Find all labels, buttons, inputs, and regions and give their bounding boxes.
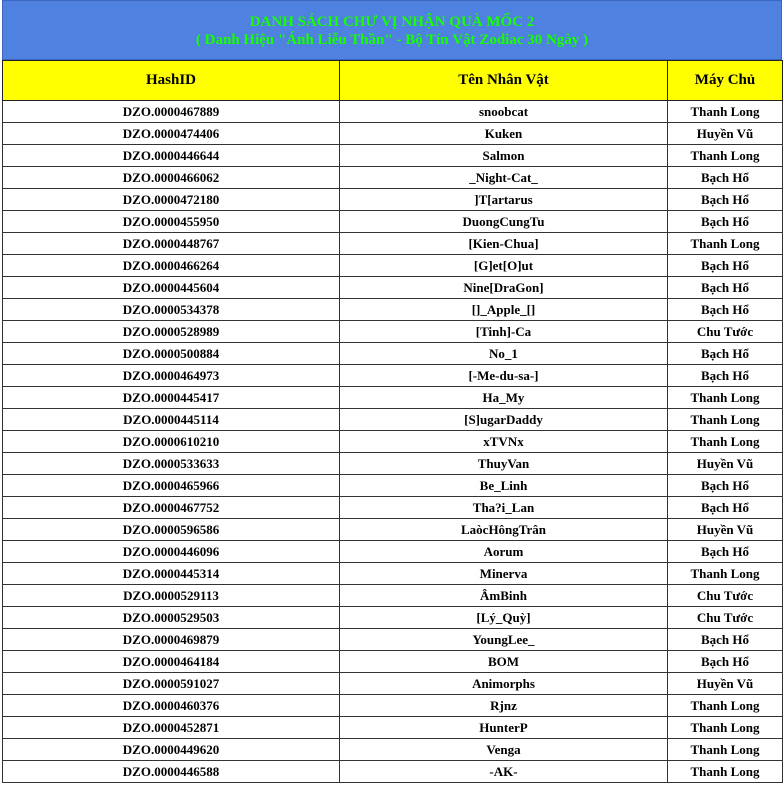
hashid-cell: DZO.0000445417 [3,387,340,409]
character-name-cell: _Night-Cat_ [340,167,668,189]
character-name-cell: ThuyVan [340,453,668,475]
header-character-name: Tên Nhân Vật [340,61,668,101]
table-row [3,409,783,431]
header-server: Máy Chủ [668,61,783,101]
server-cell: Bạch Hổ [668,629,783,651]
hashid-cell: DZO.0000469879 [3,629,340,651]
hashid-cell: DZO.0000464973 [3,365,340,387]
hashid-cell: DZO.0000472180 [3,189,340,211]
character-name-cell: Kuken [340,123,668,145]
recipients-table [2,60,783,783]
header-hashid: HashID [3,61,340,101]
hashid-cell: DZO.0000467889 [3,101,340,123]
server-cell: Huyền Vũ [668,123,783,145]
table-row [3,343,783,365]
hashid-cell: DZO.0000596586 [3,519,340,541]
server-cell: Huyền Vũ [668,453,783,475]
character-name-cell: Animorphs [340,673,668,695]
character-name-cell: YoungLee_ [340,629,668,651]
title-line-2: ( Danh Hiệu "Ánh Liễu Thần" - Bộ Tín Vật Zodiac 30 Ngày ) [195,32,589,48]
hashid-cell: DZO.0000474406 [3,123,340,145]
hashid-cell: DZO.0000445314 [3,563,340,585]
server-cell: Thanh Long [668,101,783,123]
character-name-cell: Aorum [340,541,668,563]
server-cell: Bạch Hổ [668,255,783,277]
header-row [3,61,783,101]
server-cell: Thanh Long [668,387,783,409]
hashid-cell: DZO.0000500884 [3,343,340,365]
hashid-cell: DZO.0000448767 [3,233,340,255]
hashid-cell: DZO.0000452871 [3,717,340,739]
server-cell: Bạch Hổ [668,475,783,497]
character-name-cell: []_Apple_[] [340,299,668,321]
server-cell: Thanh Long [668,409,783,431]
hashid-cell: DZO.0000466264 [3,255,340,277]
table-row [3,629,783,651]
character-name-cell: Rjnz [340,695,668,717]
hashid-cell: DZO.0000466062 [3,167,340,189]
table-row [3,453,783,475]
title-line-1: DANH SÁCH CHƯ VỊ NHẬN QUÀ MỐC 2 [249,14,535,30]
table-row [3,717,783,739]
character-name-cell: Minerva [340,563,668,585]
server-cell: Bạch Hổ [668,365,783,387]
server-cell: Thanh Long [668,145,783,167]
character-name-cell: [Lý_Quỳ] [340,607,668,629]
server-cell: Bạch Hổ [668,343,783,365]
table-row [3,739,783,761]
character-name-cell: ]T[artarus [340,189,668,211]
character-name-cell: No_1 [340,343,668,365]
hashid-cell: DZO.0000534378 [3,299,340,321]
character-name-cell: Nine[DraGon] [340,277,668,299]
table-row [3,695,783,717]
table-row [3,541,783,563]
character-name-cell: Tha?i_Lan [340,497,668,519]
hashid-cell: DZO.0000465966 [3,475,340,497]
table-row [3,387,783,409]
character-name-cell: DuongCungTu [340,211,668,233]
character-name-cell: BOM [340,651,668,673]
hashid-cell: DZO.0000467752 [3,497,340,519]
server-cell: Bạch Hổ [668,211,783,233]
server-cell: Thanh Long [668,431,783,453]
character-name-cell: ÂmBinh [340,585,668,607]
server-cell: Bạch Hổ [668,167,783,189]
character-name-cell: snoobcat [340,101,668,123]
table-row [3,189,783,211]
character-name-cell: [S]ugarDaddy [340,409,668,431]
hashid-cell: DZO.0000445604 [3,277,340,299]
character-name-cell: Venga [340,739,668,761]
character-name-cell: [G]et[O]ut [340,255,668,277]
table-row [3,497,783,519]
character-name-cell: [Kien-Chua] [340,233,668,255]
table-row [3,761,783,783]
table-row [3,651,783,673]
table-row [3,475,783,497]
character-name-cell: Salmon [340,145,668,167]
hashid-cell: DZO.0000528989 [3,321,340,343]
hashid-cell: DZO.0000529113 [3,585,340,607]
character-name-cell: LaòcHôngTrân [340,519,668,541]
hashid-cell: DZO.0000529503 [3,607,340,629]
hashid-cell: DZO.0000449620 [3,739,340,761]
server-cell: Thanh Long [668,695,783,717]
character-name-cell: Ha_My [340,387,668,409]
hashid-cell: DZO.0000610210 [3,431,340,453]
table-body [3,101,783,783]
hashid-cell: DZO.0000446588 [3,761,340,783]
server-cell: Chu Tước [668,585,783,607]
server-cell: Thanh Long [668,233,783,255]
server-cell: Bạch Hổ [668,541,783,563]
hashid-cell: DZO.0000446644 [3,145,340,167]
character-name-cell: [Tinh]-Ca [340,321,668,343]
character-name-cell: Be_Linh [340,475,668,497]
server-cell: Bạch Hổ [668,497,783,519]
server-cell: Huyền Vũ [668,673,783,695]
character-name-cell: HunterP [340,717,668,739]
table-row [3,607,783,629]
hashid-cell: DZO.0000455950 [3,211,340,233]
hashid-cell: DZO.0000460376 [3,695,340,717]
server-cell: Thanh Long [668,563,783,585]
table-row [3,365,783,387]
server-cell: Thanh Long [668,717,783,739]
server-cell: Bạch Hổ [668,651,783,673]
server-cell: Chu Tước [668,321,783,343]
table-row [3,145,783,167]
hashid-cell: DZO.0000533633 [3,453,340,475]
character-name-cell: [-Me-du-sa-] [340,365,668,387]
server-cell: Chu Tước [668,607,783,629]
hashid-cell: DZO.0000446096 [3,541,340,563]
server-cell: Bạch Hổ [668,299,783,321]
character-name-cell: -AK- [340,761,668,783]
table-row [3,211,783,233]
table-row [3,431,783,453]
table-row [3,299,783,321]
table-row [3,519,783,541]
table-row [3,255,783,277]
table-row [3,321,783,343]
table-row [3,563,783,585]
table-row [3,101,783,123]
server-cell: Huyền Vũ [668,519,783,541]
server-cell: Thanh Long [668,761,783,783]
character-name-cell: xTVNx [340,431,668,453]
hashid-cell: DZO.0000445114 [3,409,340,431]
table-row [3,233,783,255]
server-cell: Bạch Hổ [668,189,783,211]
hashid-cell: DZO.0000591027 [3,673,340,695]
hashid-cell: DZO.0000464184 [3,651,340,673]
server-cell: Bạch Hổ [668,277,783,299]
table-row [3,123,783,145]
server-cell: Thanh Long [668,739,783,761]
table-row [3,167,783,189]
table-row [3,585,783,607]
table-row [3,277,783,299]
title-banner [2,0,782,60]
table-row [3,673,783,695]
